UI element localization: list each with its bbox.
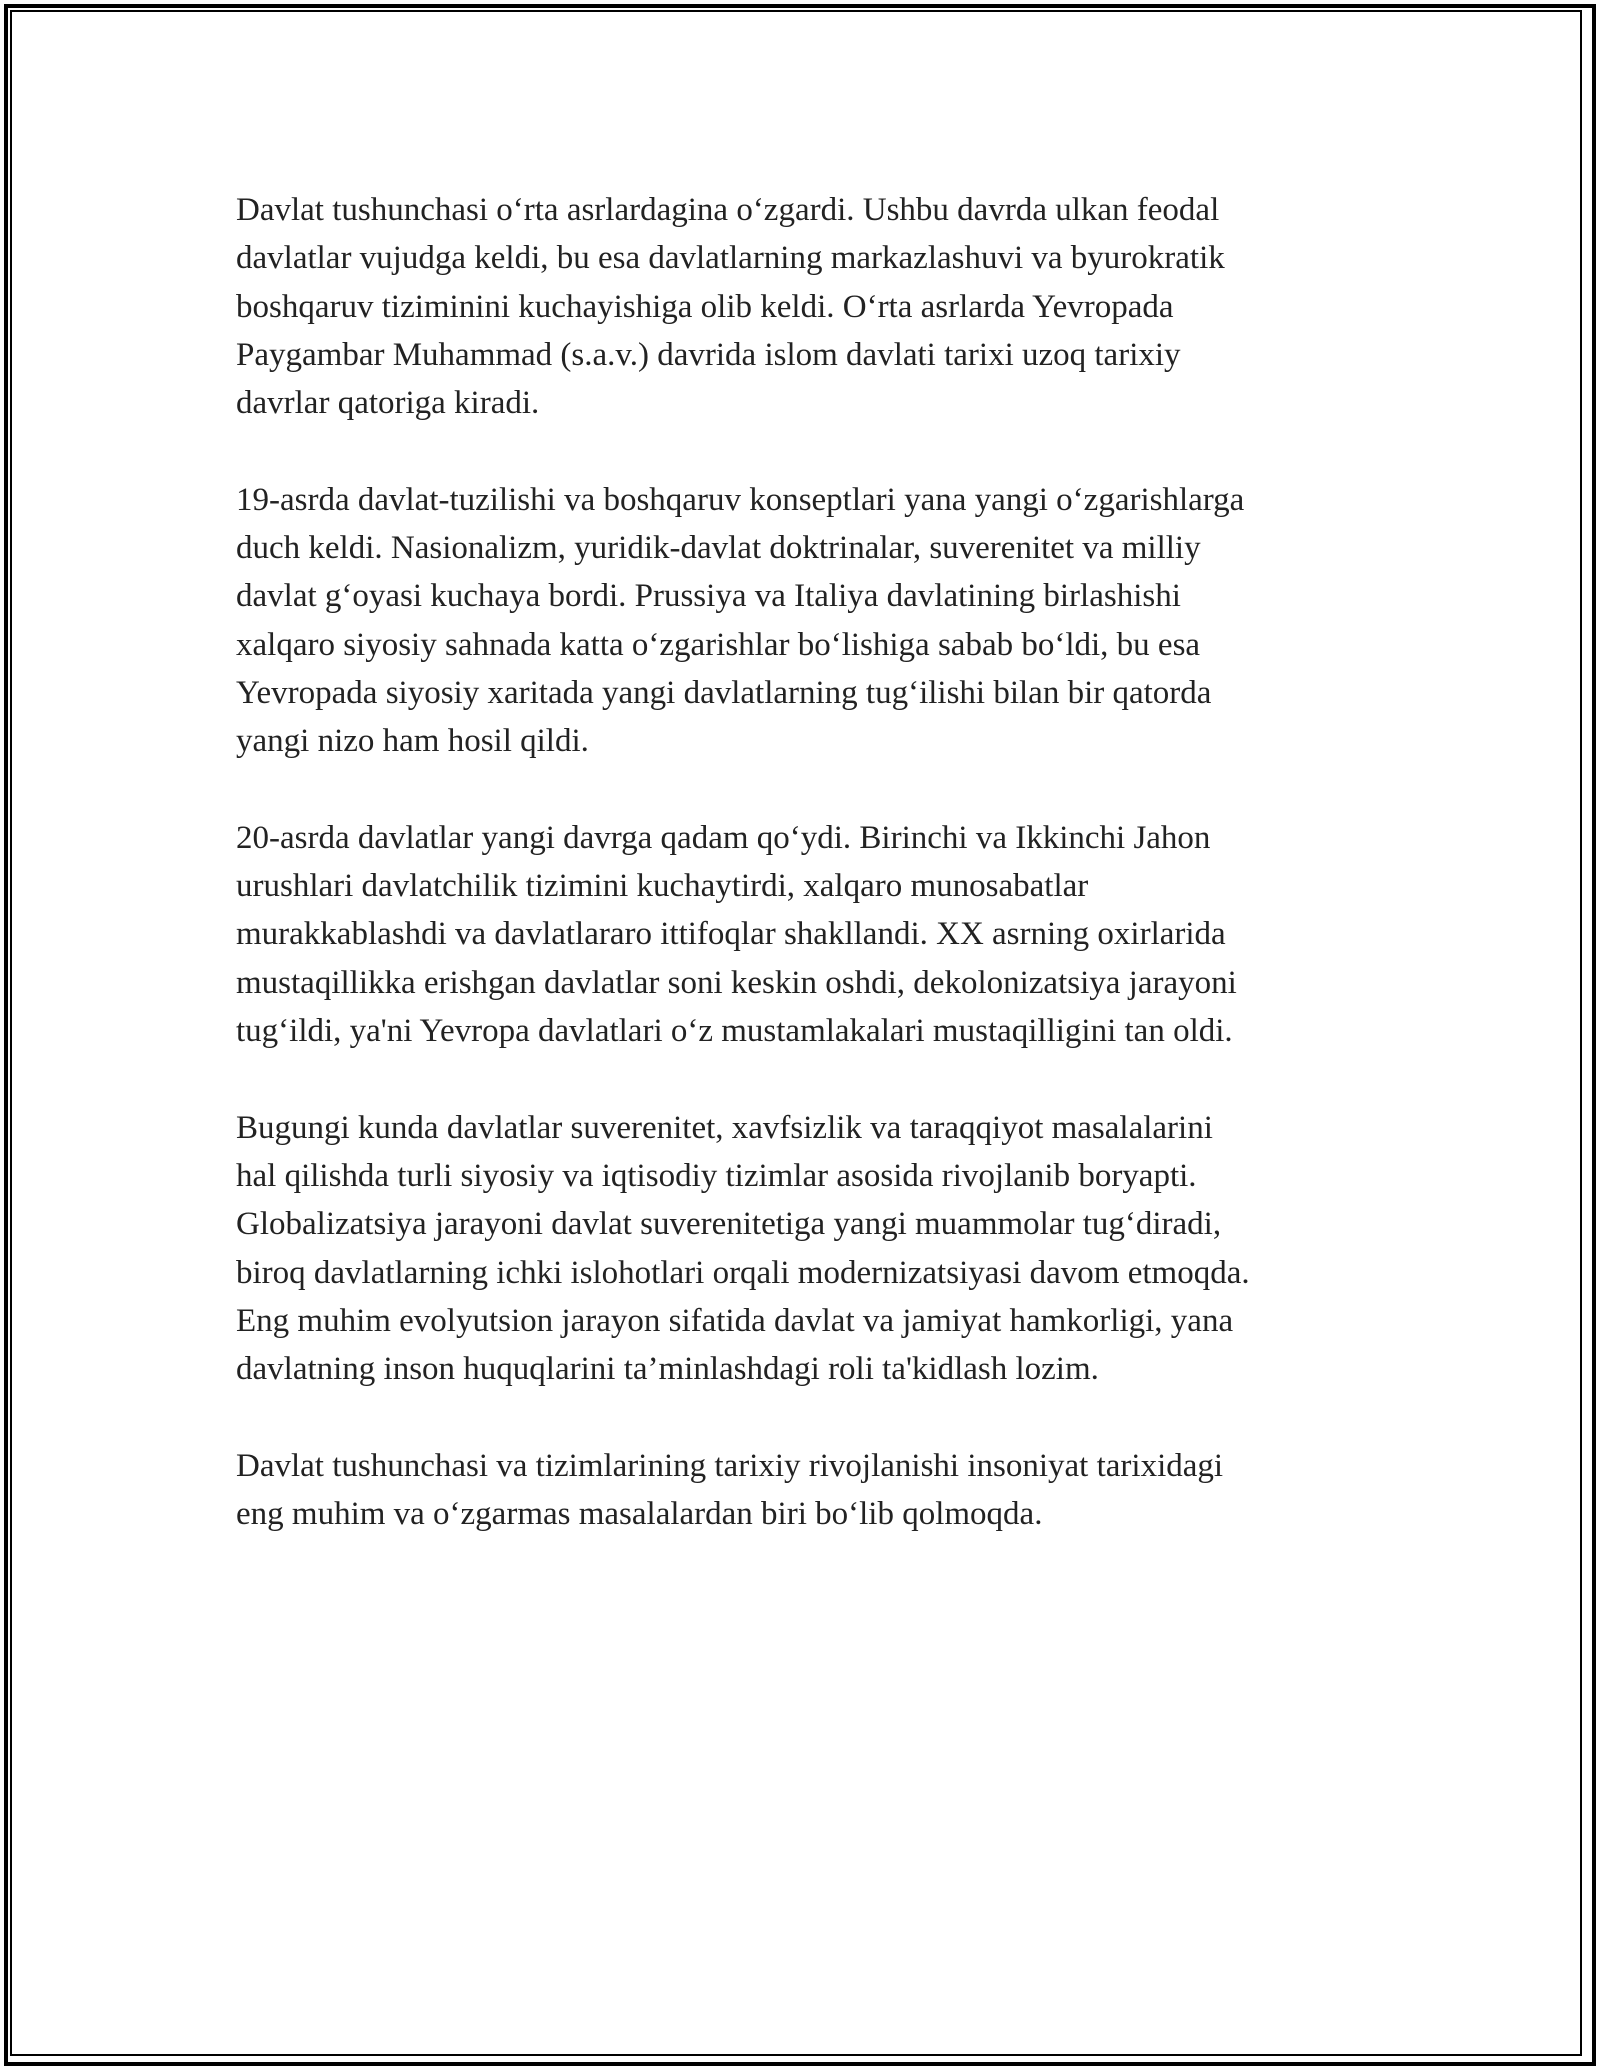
text-line: urushlari davlatchilik tizimini kuchaytirdi, xalqaro munosabatlar [236, 868, 1089, 905]
text-line: hal qilishda turli siyosiy va iqtisodiy tizimlar asosida rivojlanib boryapti. [236, 1157, 1197, 1194]
text-line: mustaqillikka erishgan davlatlar soni keskin oshdi, dekolonizatsiya jarayoni [236, 964, 1237, 1001]
text-line: Yevropada siyosiy xaritada yangi davlatlarning tug‘ilishi bilan bir qatorda [236, 674, 1212, 711]
paragraph-4 [236, 1104, 1386, 1394]
text-line: 19-asrda davlat-tuzilishi va boshqaruv konseptlari yana yangi o‘zgarishlarga [236, 481, 1245, 518]
text-line: eng muhim va o‘zgarmas masalalardan biri bo‘lib qolmoqda. [236, 1496, 1043, 1533]
text-line: duch keldi. Nasionalizm, yuridik-davlat doktrinalar, suverenitet va milliy [236, 530, 1201, 567]
text-line: Davlat tushunchasi va tizimlarining tarixiy rivojlanishi insoniyat tarixidagi [236, 1447, 1224, 1484]
paragraph-3 [236, 814, 1386, 1055]
text-line: davrlar qatoriga kiradi. [236, 385, 540, 422]
text-line: boshqaruv tiziminini kuchayishiga olib keldi. O‘rta asrlarda Yevropada [236, 288, 1174, 325]
text-line: xalqaro siyosiy sahnada katta o‘zgarishlar bo‘lishiga sabab bo‘ldi, bu esa [236, 626, 1201, 663]
paragraph-1 [236, 186, 1386, 427]
text-line: Eng muhim evolyutsion jarayon sifatida davlat va jamiyat hamkorligi, yana [236, 1302, 1234, 1339]
text-line: Davlat tushunchasi o‘rta asrlardagina o‘zgardi. Ushbu davrda ulkan feodal [236, 192, 1220, 228]
text-line: Paygambar Muhammad (s.a.v.) davrida islom davlati tarixi uzoq tarixiy [236, 336, 1181, 373]
text-line: yangi nizo ham hosil qildi. [236, 723, 589, 760]
document-body [236, 186, 1386, 1587]
paragraph-5 [236, 1442, 1386, 1539]
text-line: davlatning inson huquqlarini ta’minlashdagi roli ta'kidlash lozim. [236, 1351, 1099, 1388]
text-line: murakkablashdi va davlatlararo ittifoqlar shakllandi. XX asrning oxirlarida [236, 916, 1226, 953]
text-line: davlatlar vujudga keldi, bu esa davlatlarning markazlashuvi va byurokratik [236, 240, 1225, 277]
text-line: 20-asrda davlatlar yangi davrga qadam qo‘ydi. Birinchi va Ikkinchi Jahon [236, 819, 1211, 856]
paragraph-2 [236, 476, 1386, 766]
text-line: Bugungi kunda davlatlar suverenitet, xavfsizlik va taraqqiyot masalalarini [236, 1109, 1213, 1146]
text-line: tug‘ildi, ya'ni Yevropa davlatlari o‘z mustamlakalari mustaqilligini tan oldi. [236, 1013, 1233, 1050]
text-line: Globalizatsiya jarayoni davlat suverenitetiga yangi muammolar tug‘diradi, [236, 1206, 1222, 1243]
text-line: davlat g‘oyasi kuchaya bordi. Prussiya va Italiya davlatining birlashishi [236, 578, 1181, 615]
text-line: biroq davlatlarning ichki islohotlari orqali modernizatsiyasi davom etmoqda. [236, 1254, 1250, 1291]
